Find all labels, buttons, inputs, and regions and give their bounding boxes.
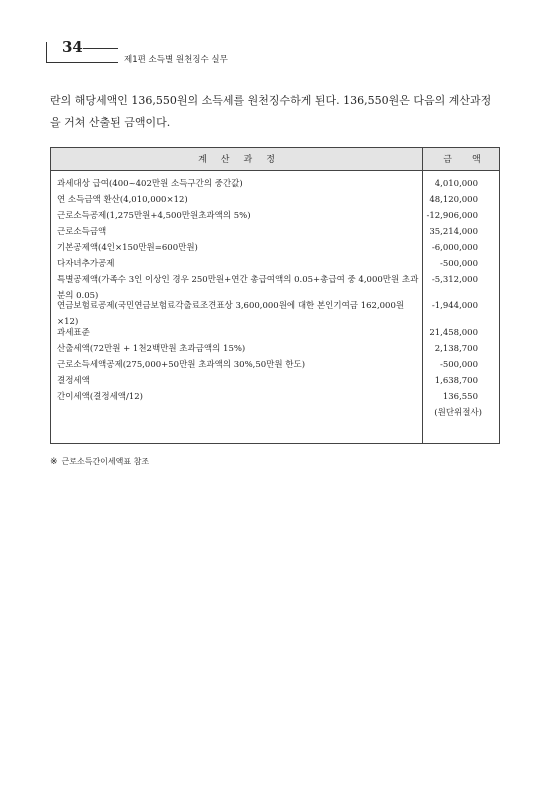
- footnote-text: 근로소득간이세액표 참조: [61, 457, 150, 466]
- page-number: 34: [62, 38, 83, 56]
- row-label: 다자녀추가공제: [57, 259, 115, 269]
- row-label: 간이세액(결정세액/12): [57, 392, 144, 402]
- row-label: 결정세액: [57, 376, 90, 386]
- row-label: 근로소득세액공제(275,000+50만원 초과액의 30%,50만원 한도): [57, 360, 306, 370]
- row-label: 근로소득공제(1,275만원+4,500만원초과액의 5%): [57, 211, 251, 221]
- row-label: 과세표준: [57, 328, 90, 338]
- table-header: [51, 148, 499, 171]
- row-amount: -500,000: [439, 360, 478, 370]
- section-title: 제1편 소득별 원천징수 실무: [124, 55, 228, 65]
- row-label: 근로소득금액: [57, 227, 107, 237]
- row-amount: 1,638,700: [434, 376, 478, 386]
- row-label: 특별공제액(가족수 3인 이상인 경우 250만원+연간 총급여액의 0.05+총급여 중 4,000만원 초과분의 0.05): [57, 275, 419, 301]
- header-calculation: 계산과정: [198, 155, 289, 165]
- row-amount: -12,906,000: [426, 211, 478, 221]
- intro-paragraph: 란의 해당세액인 136,550원의 소득세를 원천징수하게 된다. 136,550원은 다음의 계산과정을 거쳐 산출된 금액이다.: [50, 94, 492, 129]
- row-label: 산출세액(72만원 + 1천2백만원 초과금액의 15%): [57, 344, 246, 354]
- row-amount: 136,550: [442, 392, 478, 402]
- row-amount: 4,010,000: [434, 179, 478, 189]
- footnote-mark: ※: [50, 457, 58, 467]
- footnote: [50, 456, 149, 467]
- row-label: 기본공제액(4인×150만원=600만원): [57, 243, 198, 253]
- row-amount: -5,312,000: [431, 275, 478, 285]
- row-amount: -1,944,000: [431, 301, 478, 311]
- row-amount: -6,000,000: [431, 243, 478, 253]
- header-bracket: [46, 42, 61, 63]
- row-amount: 48,120,000: [429, 195, 478, 205]
- page-header: [46, 38, 506, 64]
- row-label: 과세대상 급여(400~402만원 소득구간의 중간값): [57, 179, 243, 189]
- header-rule-lower: [60, 62, 118, 63]
- rounding-note: (원단위절사): [434, 408, 482, 418]
- row-amount: -500,000: [439, 259, 478, 269]
- row-label: 연 소득금액 환산(4,010,000×12): [57, 195, 188, 205]
- calculation-table: [50, 147, 500, 444]
- header-amount: 금액: [443, 155, 501, 165]
- row-label: 연금보험료공제(국민연금보험료각출료조견표상 3,600,000원에 대한 본인기여금 162,000원×12): [57, 301, 405, 327]
- row-amount: 2,138,700: [434, 344, 478, 354]
- row-amount: 21,458,000: [429, 328, 478, 338]
- row-amount: 35,214,000: [429, 227, 478, 237]
- header-rule: [83, 48, 118, 49]
